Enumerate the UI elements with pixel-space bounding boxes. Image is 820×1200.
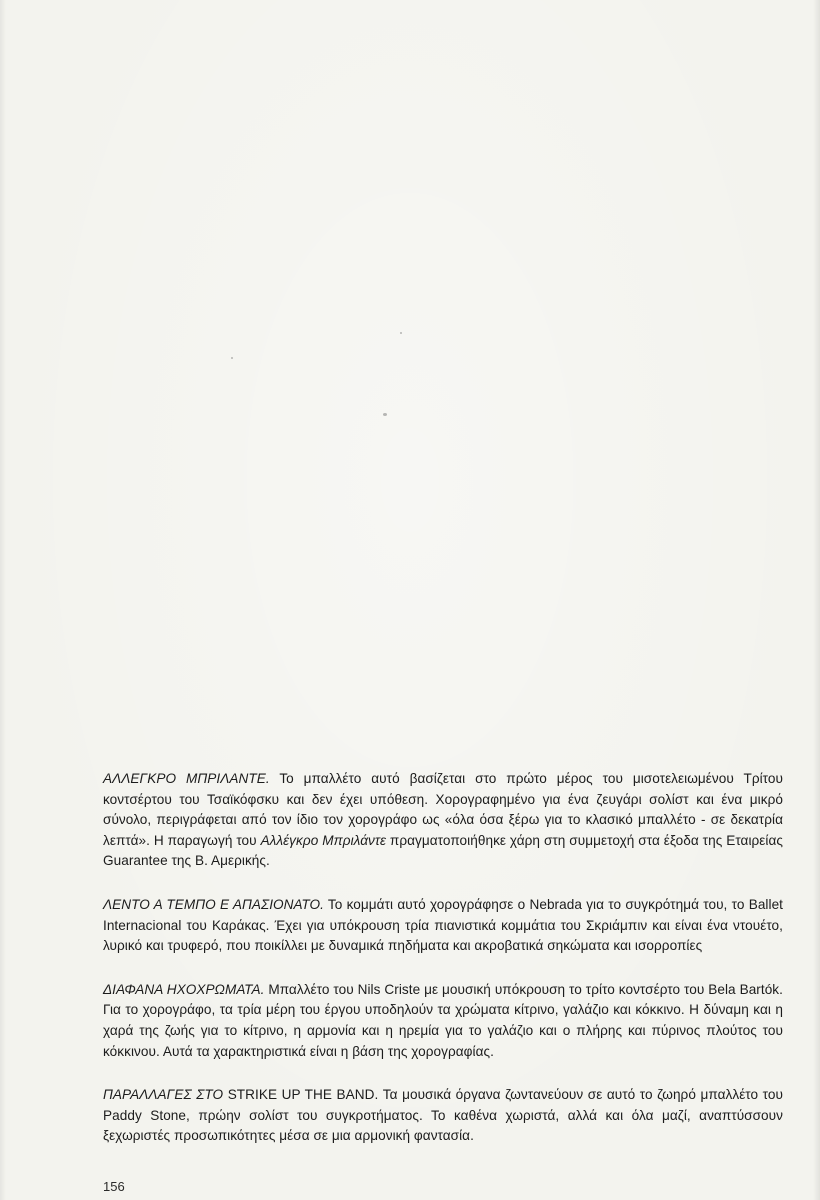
paper-speck	[383, 413, 387, 416]
paragraph-text: πραγματοποιήθηκε χάρη στη συμμετοχή στα έξοδα της Εταιρείας Guarantee της Β. Αμερικής.	[103, 832, 783, 869]
paragraph-lento-a-tempo	[103, 895, 783, 957]
paragraph-heading: ΑΛΛΕΓΚΡΟ ΜΠΡΙΛΑΝΤΕ.	[103, 771, 270, 786]
page-number: 156	[103, 1179, 125, 1194]
paragraph-text: Το μπαλλέτο αυτό βασίζεται στο πρώτο μέρος του μισοτελειωμένου Τρίτου κοντσέρτου του Τσαϊκόφσκυ και δεν έχει υπόθεση. Χορογραφημένο για ένα ζευγάρι σολίστ και ένα μικρό σύνολο, περιγράφεται από τον ίδιο τον χορογράφο ως «όλα όσα ξέρω για το κλασικό μπαλλέτο - σε δεκατρία λεπτά». Η παραγωγή του	[103, 771, 783, 848]
paragraph-text: Μπαλλέτο του Nils Criste με μουσική υπόκρουση το τρίτο κοντσέρτο του Bela Bartók. Για το χορογράφο, τα τρία μέρη του έργου υποδηλούν τα χρώματα κίτρινο, γαλάζιο και κόκκινο. Η δύναμη και η χαρά της ζωής για το κίτρινο, η αρμονία και η ηρεμία για το γαλάζιο και ο πλήρης και πύρινος πλούτος του κόκκινου. Αυτά τα χαρακτηριστικά είναι η βάση της χορογραφίας.	[103, 981, 783, 1059]
text-body	[103, 769, 783, 1170]
paragraph-allegro-brillante	[103, 769, 783, 872]
work-title: Αλλέγκρο Μπριλάντε	[260, 832, 387, 848]
paragraph-text: Το κομμάτι αυτό χορογράφησε ο Nebrada για το συγκρότημά του, το Ballet Internacional του Καράκας. Έχει για υπόκρουση τρία πιανιστικά κομμάτια του Σκριάμπιν και είναι ένα ντουέτο, λυρικό και τρυφερό, που ποικίλλει με δυναμικά πηδήματα και ακροβατικά σηκώματα και ισορροπίες	[103, 896, 784, 954]
paragraph-heading: ΛΕΝΤΟ Α ΤΕΜΠΟ Ε ΑΠΑΣΙΟΝΑΤΟ.	[103, 896, 324, 912]
paper-speck	[400, 332, 402, 334]
paragraph-text: STRIKE UP THE BAND. Τα μουσικά όργανα ζωντανεύουν σε αυτό το ζωηρό μπαλλέτο του Paddy Stone, πρώην σολίστ του συγκροτήματος. Το καθένα χωριστά, αλλά και όλα μαζί, αναπτύσσουν ξεχωριστές προσωπικότητες μέσα σε μια αρμονική φαντασία.	[103, 1087, 783, 1144]
paragraph-heading: ΠΑΡΑΛΛΑΓΕΣ ΣΤΟ	[103, 1087, 224, 1103]
paragraph-diafana-ichochromata	[103, 980, 783, 1062]
paper-speck	[231, 357, 233, 359]
paragraph-parallages	[103, 1085, 783, 1147]
paragraph-heading: ΔΙΑΦΑΝΑ ΗΧΟΧΡΩΜΑΤΑ.	[103, 981, 265, 997]
